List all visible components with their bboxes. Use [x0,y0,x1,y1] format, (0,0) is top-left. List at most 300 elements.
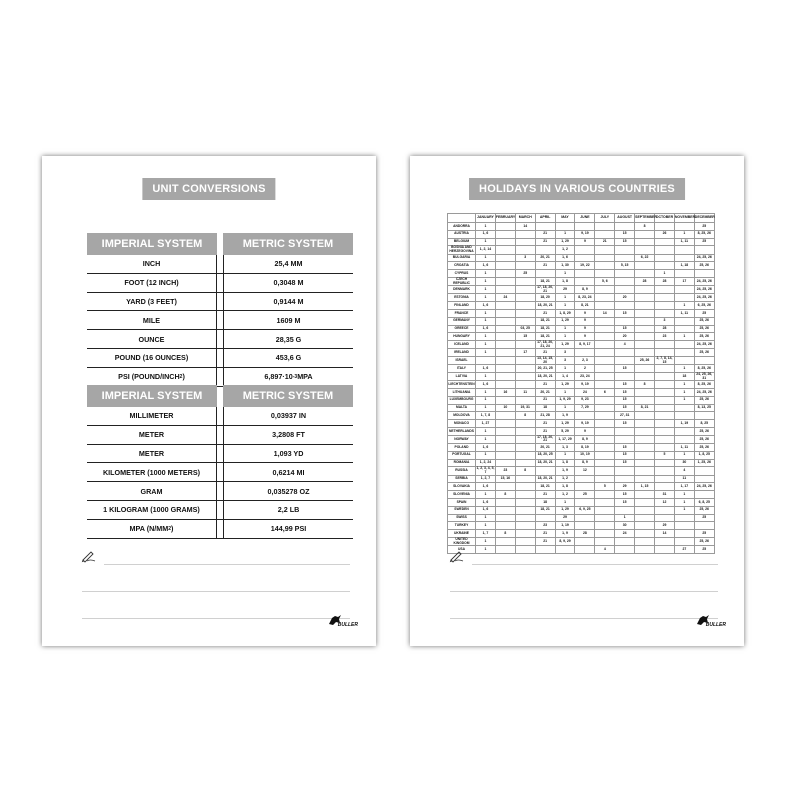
holiday-cell: 9 [575,428,595,436]
holiday-cell [495,223,515,231]
holiday-cell [495,246,515,254]
holiday-cell: 1, 9, 29 [555,396,575,404]
holiday-cell: 1 [555,302,575,310]
holiday-cell: 14 [655,530,675,538]
holiday-cell: 1 [476,333,496,341]
months-header-row [448,214,715,223]
holiday-cell [595,262,615,270]
holiday-cell: 1 [476,451,496,459]
holiday-cell [595,396,615,404]
holiday-cell [515,538,535,546]
imperial-cell: KILOMETER (1000 METERS) [87,463,217,481]
holiday-cell: 9, 19 [575,420,595,428]
holiday-cell: 3 [655,317,675,325]
holiday-cell: 8 [635,381,655,389]
holiday-cell [595,270,615,278]
holiday-cell: 8 [495,530,515,538]
holiday-cell: 1 [476,277,496,285]
table-row [448,428,715,436]
holiday-cell: 1 [476,317,496,325]
holiday-cell [655,506,675,514]
holiday-cell: 1 [476,538,496,546]
table-row [448,349,715,357]
holiday-cell [595,522,615,530]
holiday-cell [575,483,595,491]
holiday-cell: 15 [615,404,635,412]
holiday-cell [635,325,655,333]
country-cell: NETHERLANDS [448,428,476,436]
table-row [448,491,715,499]
holiday-cell: 28 [655,277,675,285]
holiday-cell [535,223,555,231]
holiday-cell [575,223,595,231]
holiday-cell [515,435,535,443]
holiday-cell [635,389,655,397]
holiday-cell [595,428,615,436]
table-row [87,293,353,312]
imperial-cell: GRAM [87,482,217,500]
holiday-cell: 8, 25 [694,420,714,428]
holiday-cell [694,246,714,254]
holiday-cell: 1 [555,294,575,302]
imperial-cell: YARD (3 FEET) [87,293,217,311]
imperial-cell [87,368,217,386]
holiday-cell: 1, 6 [476,381,496,389]
holiday-cell [495,349,515,357]
conversion-table-header [87,233,353,255]
holiday-cell: 15, 16 [495,475,515,483]
table-row [448,302,715,310]
table-row [87,368,353,387]
table-row [448,538,715,546]
holiday-cell: 3 [555,357,575,365]
holiday-cell: 21 [535,349,555,357]
holiday-cell: 17, 18, 20, 21 [537,285,554,293]
mpa-label-close: ) [171,524,174,534]
holiday-cell: 1, 8 [555,459,575,467]
holiday-cell [515,522,535,530]
holiday-cell: 1 [476,223,496,231]
holiday-cell: 1 [555,365,575,373]
holiday-cell [515,294,535,302]
imperial-cell [87,520,217,538]
holiday-cell: 31 [655,491,675,499]
holiday-cell [674,294,694,302]
holiday-cell [495,538,515,546]
table-row [87,445,353,464]
metric-header: METRIC SYSTEM [223,385,353,407]
country-cell: MALTA [448,404,476,412]
holiday-cell: 20, 21 [535,444,555,452]
pen-icon [82,550,96,562]
month-header: DECEMBER [694,214,714,223]
holiday-cell [495,459,515,467]
holiday-cell: 1 [555,499,575,507]
holiday-cell [635,349,655,357]
holiday-cell: 1, 3 [555,444,575,452]
table-row [87,482,353,501]
holiday-cell: 1, 2, 3, 4, 5, 7 [476,466,495,475]
holiday-cell [615,254,635,262]
holiday-cell [515,357,535,365]
holiday-cell: 18, 21 [535,333,555,341]
holiday-cell: 1, 8 [555,277,575,285]
holiday-cell [615,317,635,325]
holiday-cell [655,538,675,546]
note-line [472,564,718,565]
holiday-cell: 18 [674,373,694,381]
holiday-cell [635,499,655,507]
holiday-cell: 9 [575,317,595,325]
month-header: MARCH [515,214,535,223]
holiday-cell: 1, 2, 24 [476,459,496,467]
note-line [104,564,350,565]
holiday-cell: 21 [535,396,555,404]
holiday-cell [694,491,714,499]
holiday-cell: 1, 6 [476,262,496,270]
holiday-cell [495,357,515,365]
holiday-cell: 24, 25, 26 [694,286,714,294]
holiday-cell [635,333,655,341]
holiday-cell [595,254,615,262]
holiday-cell: 15 [615,238,635,246]
holiday-cell [515,546,535,554]
country-cell: CZECH REPUBLIC [448,277,476,285]
holiday-cell [674,286,694,294]
holiday-cell [655,404,675,412]
metric-cell: 0,9144 M [223,293,353,311]
holiday-cell: 17 [515,349,535,357]
holiday-cell: 18, 20, 21 [535,475,555,483]
holiday-cell: 9, 19 [575,230,595,238]
holiday-cell: 19, 31 [515,404,535,412]
holiday-cell: 1, 29 [555,317,575,325]
holiday-cell: 21 [595,238,615,246]
table-row [448,404,715,412]
holiday-cell [674,246,694,254]
holiday-cell: 29 [555,514,575,522]
holiday-cell: 5, 29 [555,428,575,436]
metric-header: METRIC SYSTEM [223,233,353,255]
table-row [448,223,715,231]
holiday-cell: 19, 22 [575,262,595,270]
holiday-cell: 1, 4 [555,373,575,381]
table-row [448,294,715,302]
holiday-cell [694,270,714,278]
logo-text: BULLER [705,622,726,628]
holiday-cell: 1, 6 [476,365,496,373]
table-row [87,407,353,426]
holiday-cell: 8, 25, 26 [694,381,714,389]
metric-cell: 3,2808 FT [223,426,353,444]
holiday-cell [615,428,635,436]
holiday-cell [615,277,635,285]
holiday-cell [595,325,615,333]
holiday-cell [575,538,595,546]
holiday-cell [515,365,535,373]
holiday-cell: 20, 21, 25 [535,365,555,373]
metric-cell: 25,4 MM [223,255,353,273]
table-row [448,277,715,285]
holiday-cell: 1, 11 [674,444,694,452]
table-row [87,330,353,349]
holiday-cell: 18, 21 [535,483,555,491]
holiday-cell [595,444,615,452]
holiday-cell: 25, 26 [694,262,714,270]
holiday-cell: 8, 21 [575,302,595,310]
holiday-cell [615,467,635,475]
holiday-cell [535,467,555,475]
holiday-cell: 1, 6 [476,230,496,238]
holiday-cell [635,522,655,530]
country-cell: SLOVAKIA [448,483,476,491]
holiday-cell [674,412,694,420]
holiday-cell: 8, 13, 25 [694,404,714,412]
holiday-cell [495,254,515,262]
holiday-cell [635,546,655,554]
note-line [450,591,718,592]
holiday-cell: 5, 6 [595,277,615,285]
month-header: JULY [595,214,615,223]
holiday-cell: 8 [635,223,655,231]
note-line [82,591,350,592]
holiday-cell [635,230,655,238]
holiday-cell [595,514,615,522]
holiday-cell: 25 [694,223,714,231]
holiday-cell: 23 [535,522,555,530]
holiday-cell [694,522,714,530]
metric-cell: 0,035278 OZ [223,482,353,500]
imperial-header: IMPERIAL SYSTEM [87,385,217,407]
holiday-cell [495,302,515,310]
holiday-cell: 1 [476,389,496,397]
holiday-cell [655,373,675,381]
holiday-cell [515,341,535,349]
holiday-cell: 12 [655,499,675,507]
holiday-cell [694,412,714,420]
holiday-cell: 1 [555,333,575,341]
psi-label-sup: 2 [179,373,183,380]
holiday-cell: 1, 9 [555,530,575,538]
holiday-cell: 9 [575,325,595,333]
holiday-cell [635,294,655,302]
metric-cell: 2,2 LB [223,501,353,519]
holiday-cell: 6, 25, 26 [694,302,714,310]
month-header: NOVEMBER [674,214,694,223]
holiday-cell [515,302,535,310]
holiday-cell [495,412,515,420]
month-header: AUGUST [615,214,635,223]
table-row [448,467,715,475]
holiday-cell: 25, 26 [694,444,714,452]
holiday-cell: 15 [615,309,635,317]
country-cell: BULGARIA [448,254,476,262]
holiday-cell: 23 [655,333,675,341]
country-cell: POLAND [448,444,476,452]
holiday-cell: 5, 15 [615,262,635,270]
holiday-cell: 5 [595,483,615,491]
holiday-cell: 8, 19 [575,444,595,452]
holiday-cell: 1, 8, 29 [555,309,575,317]
holiday-cell [575,499,595,507]
holiday-cell: 1, 19 [555,522,575,530]
holiday-cell [655,396,675,404]
holiday-cell: 1, 2, 14 [476,246,496,254]
month-header: SEPTEMBER [635,214,655,223]
month-header: APRIL [535,214,555,223]
holiday-cell: 14 [595,309,615,317]
holiday-cell [515,262,535,270]
holiday-cell [495,365,515,373]
holiday-cell: 10 [495,404,515,412]
holiday-cell: 1 [674,230,694,238]
table-row [448,435,715,443]
country-cell: BOSNIA AND HERZEGOVINA [449,245,474,253]
holiday-cell [655,302,675,310]
holiday-cell: 10, 19 [575,451,595,459]
country-cell: CYPRUS [448,270,476,278]
holiday-cell [674,538,694,546]
holiday-cell [595,286,615,294]
holiday-cell [595,373,615,381]
holiday-cell [615,223,635,231]
holiday-cell: 25 [515,270,535,278]
page-title: HOLIDAYS IN VARIOUS COUNTRIES [469,178,685,200]
holiday-cell [595,404,615,412]
imperial-cell: METER [87,445,217,463]
holiday-cell [535,546,555,554]
holiday-cell [674,223,694,231]
holiday-cell: 29 [615,483,635,491]
table-row [448,254,715,262]
holiday-cell: 25 [694,309,714,317]
holiday-cell [495,483,515,491]
holiday-cell [635,373,655,381]
holiday-cell: 24, 25, 26 [694,277,714,285]
table-row [448,238,715,246]
country-cell: SWISS [448,514,476,522]
holiday-cell: 15 [615,420,635,428]
holiday-cell: 1, 17, 29 [555,435,575,443]
country-cell: IRELAND [448,349,476,357]
holiday-cell: 8 [495,491,515,499]
holiday-cell [495,522,515,530]
holiday-cell: 18 [535,499,555,507]
holiday-cell [655,254,675,262]
holiday-cell: 20 [615,333,635,341]
holiday-cell: 15 [615,459,635,467]
holiday-cell: 23 [495,467,515,475]
page-title: UNIT CONVERSIONS [142,178,275,200]
metric-cell: 0,6214 MI [223,463,353,481]
holiday-cell: 17, 18, 20, 21, 24 [537,340,554,348]
holiday-cell: 18, 20 [535,294,555,302]
holiday-cell [635,420,655,428]
country-cell: HUNGARY [448,333,476,341]
holiday-cell: 1, 9 [555,467,575,475]
holiday-cell: 2, 3 [575,357,595,365]
holiday-cell [635,309,655,317]
holiday-cell: 1 [555,270,575,278]
holiday-cell: 26 [655,230,675,238]
table-row [87,463,353,482]
holiday-cell [595,499,615,507]
holiday-cell [655,286,675,294]
holiday-cell [515,396,535,404]
holiday-cell: 8, 9 [575,435,595,443]
holiday-cell: 1 [476,546,496,554]
holiday-cell: 28 [635,277,655,285]
holiday-cell [515,381,535,389]
holiday-cell: 24, 25, 26 [694,483,714,491]
buller-logo [328,614,358,628]
holiday-cell [635,238,655,246]
holiday-cell [635,412,655,420]
holiday-cell: 1 [674,365,694,373]
country-cell: MONACO [448,420,476,428]
holiday-cell: 1 [555,325,575,333]
holiday-cell: 1 [476,428,496,436]
holiday-cell [694,357,714,365]
table-row [448,396,715,404]
table-row [448,546,715,554]
holiday-cell: 1, 11 [674,309,694,317]
holiday-cell [635,341,655,349]
holiday-cell [595,538,615,546]
holiday-cell: 1 [674,333,694,341]
holiday-cell [515,530,535,538]
holiday-cell: 25, 26 [694,325,714,333]
holiday-cell [595,365,615,373]
holiday-cell [495,514,515,522]
holiday-cell: 6 [595,389,615,397]
holiday-cell: 15 [615,230,635,238]
holiday-cell: 4 [674,467,694,475]
table-row [448,444,715,452]
holiday-cell: 21 [535,428,555,436]
metric-cell: 0,3048 M [223,274,353,292]
table-row [448,451,715,459]
holiday-cell [495,262,515,270]
holiday-cell: 1 [674,381,694,389]
conversion-rows [87,407,353,520]
holiday-cell: 25 [694,546,714,554]
holiday-cell: 25 [694,238,714,246]
holiday-cell: 1 [555,230,575,238]
holiday-cell [674,341,694,349]
holiday-cell: 18, 20, 21 [535,373,555,381]
holiday-cell: 15 [615,444,635,452]
holiday-cell [515,451,535,459]
holiday-cell [595,223,615,231]
holiday-cell [655,309,675,317]
holiday-cell: 6, 9, 25 [575,506,595,514]
country-cell: ISRAEL [448,357,476,365]
holiday-cell: 1 [555,451,575,459]
holiday-cell [495,373,515,381]
holiday-cell: 4 [615,341,635,349]
holiday-cell: 21 [535,420,555,428]
country-cell: RUSSIA [448,467,476,475]
holiday-cell [635,530,655,538]
holiday-cell [595,475,615,483]
holiday-cell: 25 [694,530,714,538]
holiday-cell [635,451,655,459]
holiday-cell [655,467,675,475]
holiday-cell: 1, 6 [476,325,496,333]
holiday-cell [615,302,635,310]
holiday-cell: 24, 25, 26, 31 [696,372,713,380]
